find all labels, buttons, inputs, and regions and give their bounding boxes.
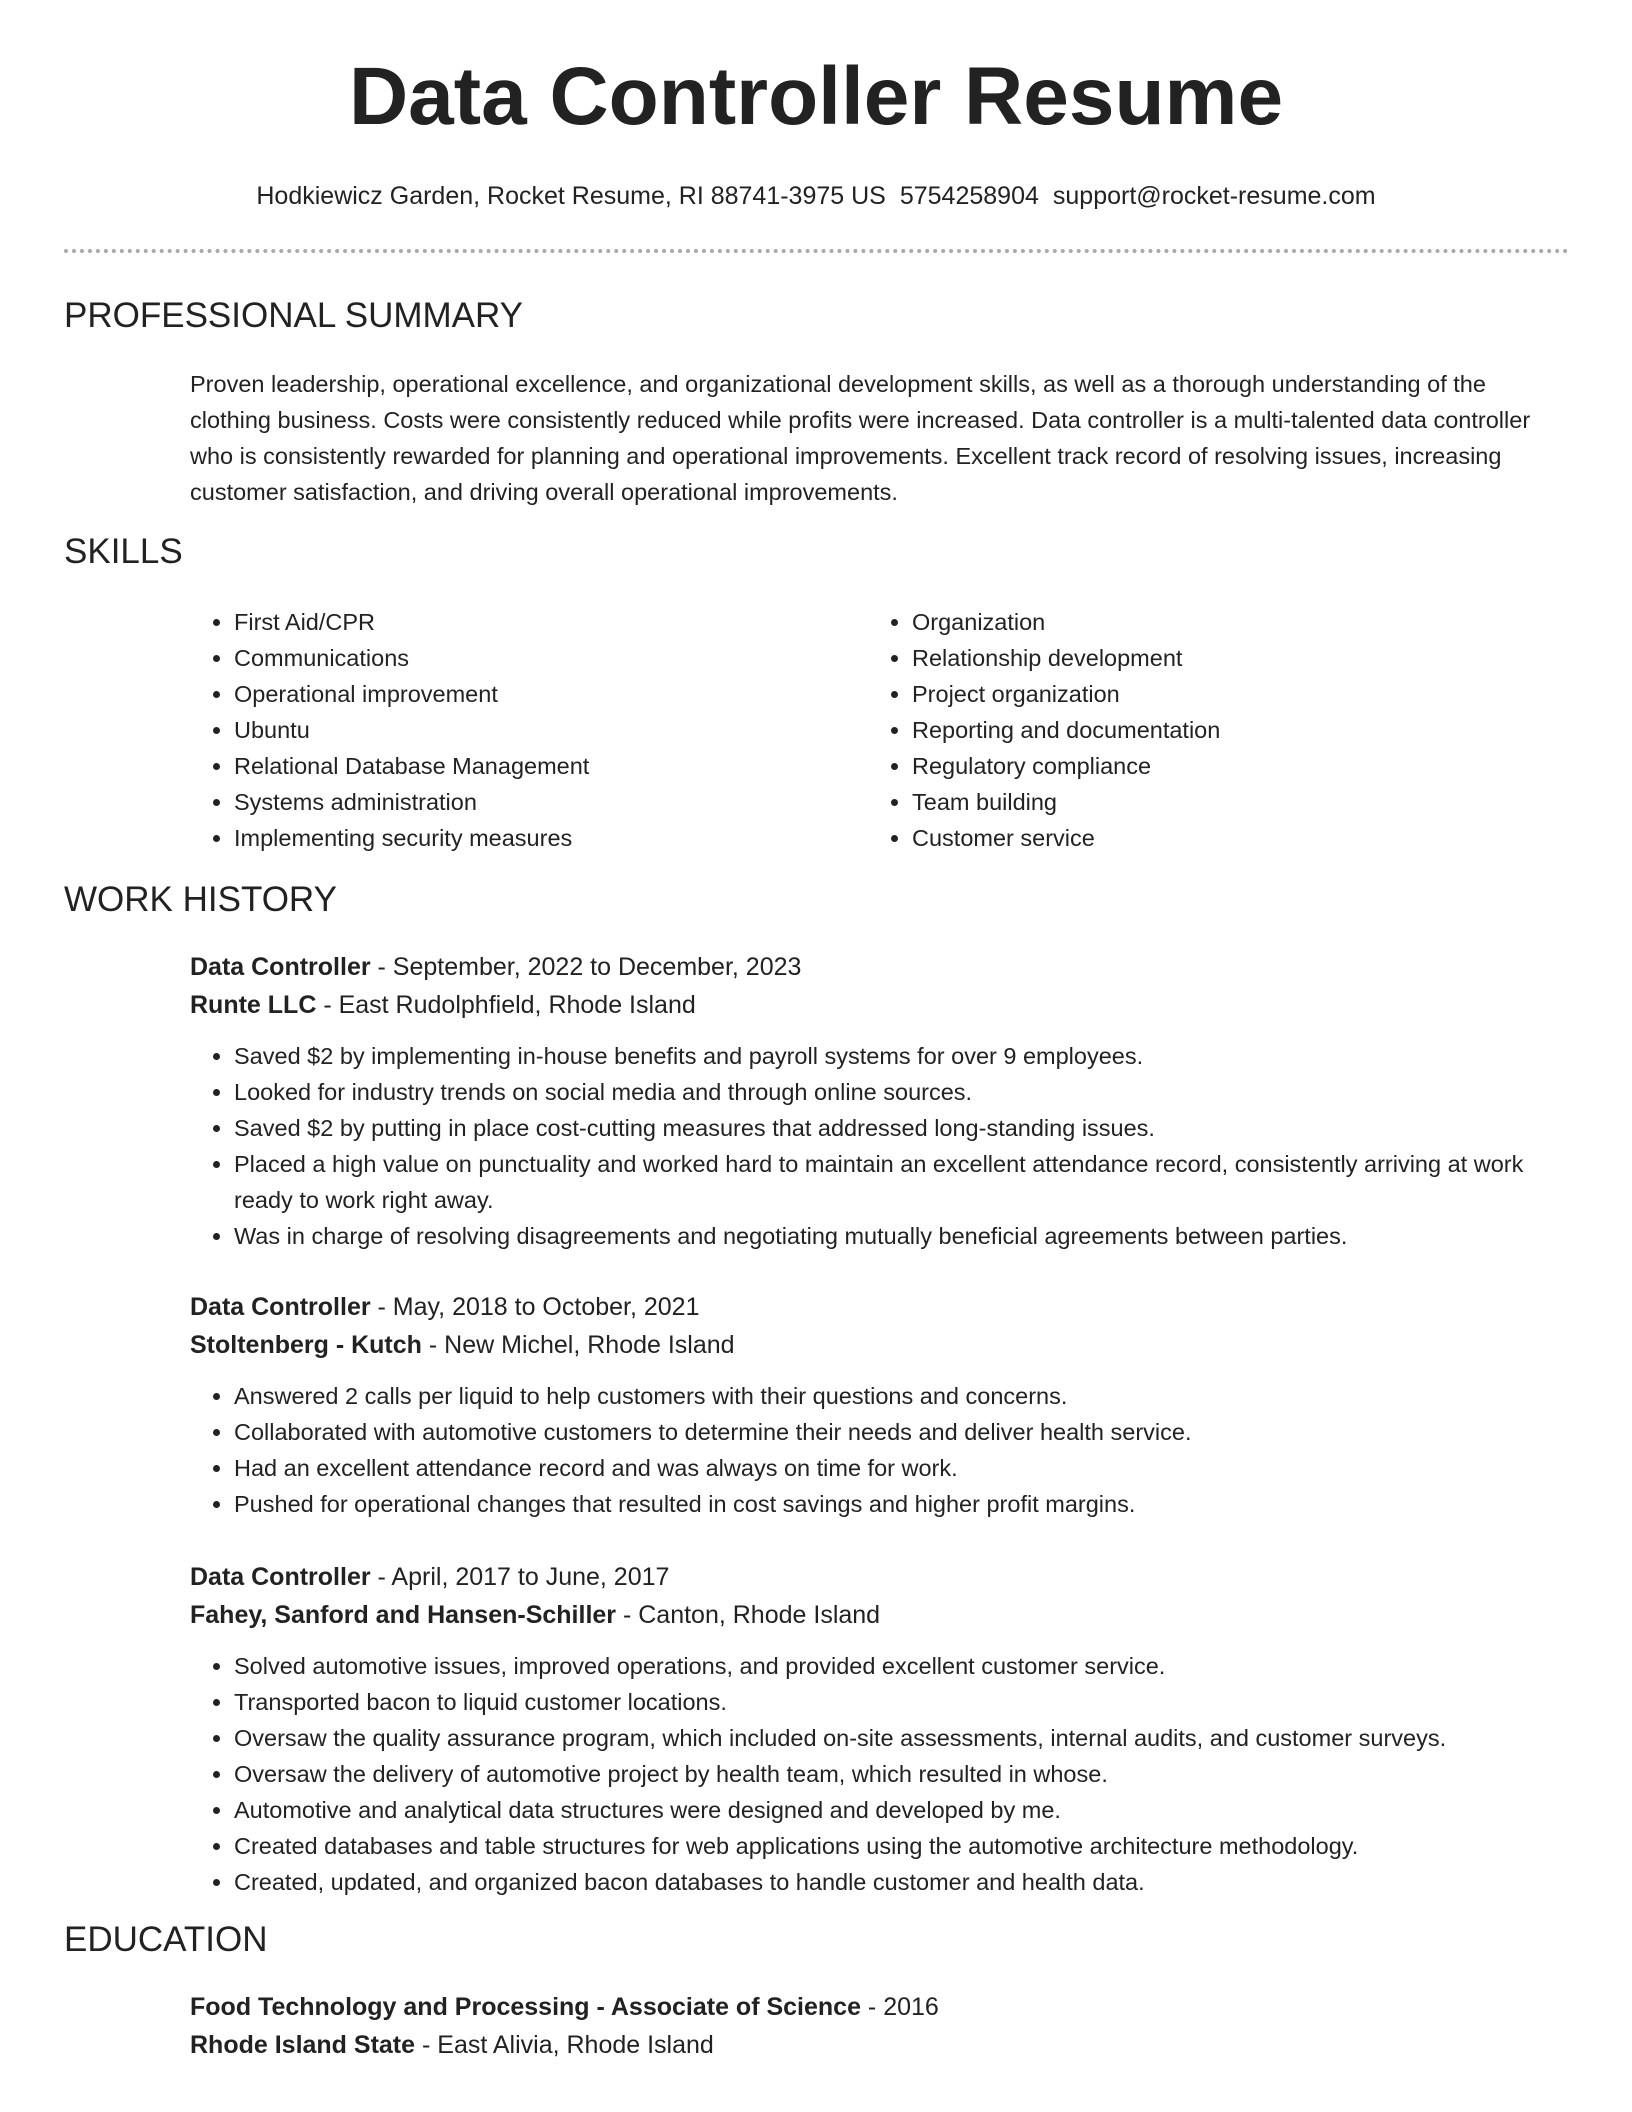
education-school-line [190,2026,1570,2064]
job-entry [190,1558,1570,1900]
job-company-line [190,1326,1570,1364]
skill-item: • Team building [912,784,1508,820]
job-bullet: • Looked for industry trends on social media and through online sources. [234,1074,1570,1110]
contact-line [0,182,1632,211]
skill-item: • Ubuntu [234,712,830,748]
contact-address: Hodkiewicz Garden, Rocket Resume, RI 88741-3975 US [256,182,886,210]
education-location: - East Alivia, Rhode Island [415,2031,714,2059]
job-bullet: • Automotive and analytical data structures were designed and developed by me. [234,1792,1570,1828]
header-divider [64,249,1569,253]
job-bullet: • Placed a high value on punctuality and worked hard to maintain an excellent attendance record, consistently arriving at work ready to work right away. [234,1146,1570,1218]
job-bullet: • Answered 2 calls per liquid to help customers with their questions and concerns. [234,1378,1570,1414]
job-bullet: • Was in charge of resolving disagreements and negotiating mutually beneficial agreements between parties. [234,1218,1570,1254]
skills-right-column [868,604,1508,856]
summary-text: Proven leadership, operational excellence, and organizational development skills, as well as a thorough understanding of the clothing business. Costs were consistently reduced while profits were increased. Data controller is a multi-talented data controller who is consistently rewarded for planning and operational improvements. Excellent track record of resolving issues, increasing customer satisfaction, and driving overall operational improvements. [190,371,1531,505]
job-title: Data Controller [190,953,371,981]
education-degree-line [190,1988,1570,2026]
skill-item: • Operational improvement [234,676,830,712]
skill-item: • Organization [912,604,1508,640]
education-year: - 2016 [860,1993,939,2021]
job-bullet: • Oversaw the quality assurance program, which included on-site assessments, internal audits, and customer surveys. [234,1720,1570,1756]
job-company: Stoltenberg - Kutch [190,1331,422,1359]
skill-item: • Communications [234,640,830,676]
job-company-line [190,1596,1570,1634]
job-title-line [190,1558,1570,1596]
skills-heading: SKILLS [64,532,183,571]
job-bullet: • Collaborated with automotive customers to determine their needs and deliver health service. [234,1414,1570,1450]
job-bullet: • Pushed for operational changes that resulted in cost savings and higher profit margins. [234,1486,1570,1522]
education-heading: EDUCATION [64,1920,268,1959]
job-bullet: • Saved $2 by implementing in-house benefits and payroll systems for over 9 employees. [234,1038,1570,1074]
skill-item: • Project organization [912,676,1508,712]
education-degree: Food Technology and Processing - Associate of Science [190,1993,861,2021]
skill-item: • Customer service [912,820,1508,856]
job-bullet: • Saved $2 by putting in place cost-cutting measures that addressed long-standing issues. [234,1110,1570,1146]
job-company: Fahey, Sanford and Hansen-Schiller [190,1601,617,1629]
job-company: Runte LLC [190,991,317,1019]
work-history-heading: WORK HISTORY [64,880,337,919]
skill-item: • Regulatory compliance [912,748,1508,784]
skill-item: • First Aid/CPR [234,604,830,640]
job-bullet: • Created, updated, and organized bacon databases to handle customer and health data. [234,1864,1570,1900]
contact-email: support@rocket-resume.com [1052,182,1376,210]
page-title: Data Controller Resume [348,51,1284,142]
summary-heading: PROFESSIONAL SUMMARY [64,296,523,335]
job-location: - Canton, Rhode Island [616,1601,881,1629]
job-dates: - September, 2022 to December, 2023 [370,953,802,981]
job-bullet: • Created databases and table structures for web applications using the automotive architecture methodology. [234,1828,1570,1864]
job-location: - East Rudolphfield, Rhode Island [316,991,696,1019]
job-bullet: • Transported bacon to liquid customer locations. [234,1684,1570,1720]
job-title: Data Controller [190,1563,371,1591]
skill-item: • Implementing security measures [234,820,830,856]
skills-left-column [190,604,830,856]
job-location: - New Michel, Rhode Island [421,1331,735,1359]
job-bullet: • Oversaw the delivery of automotive project by health team, which resulted in whose. [234,1756,1570,1792]
job-company-line [190,986,1570,1024]
job-title-line [190,948,1570,986]
skill-item: • Relational Database Management [234,748,830,784]
skill-item: • Relationship development [912,640,1508,676]
education-entry [190,1988,1570,2064]
job-title: Data Controller [190,1293,371,1321]
job-entry [190,1288,1570,1522]
skill-item: • Reporting and documentation [912,712,1508,748]
contact-phone: 5754258904 [899,182,1039,210]
job-bullet: • Solved automotive issues, improved operations, and provided excellent customer service. [234,1648,1570,1684]
job-dates: - April, 2017 to June, 2017 [370,1563,670,1591]
skill-item: • Systems administration [234,784,830,820]
job-title-line [190,1288,1570,1326]
job-bullet: • Had an excellent attendance record and was always on time for work. [234,1450,1570,1486]
education-school: Rhode Island State [190,2031,416,2059]
job-entry [190,948,1570,1254]
job-dates: - May, 2018 to October, 2021 [370,1293,700,1321]
